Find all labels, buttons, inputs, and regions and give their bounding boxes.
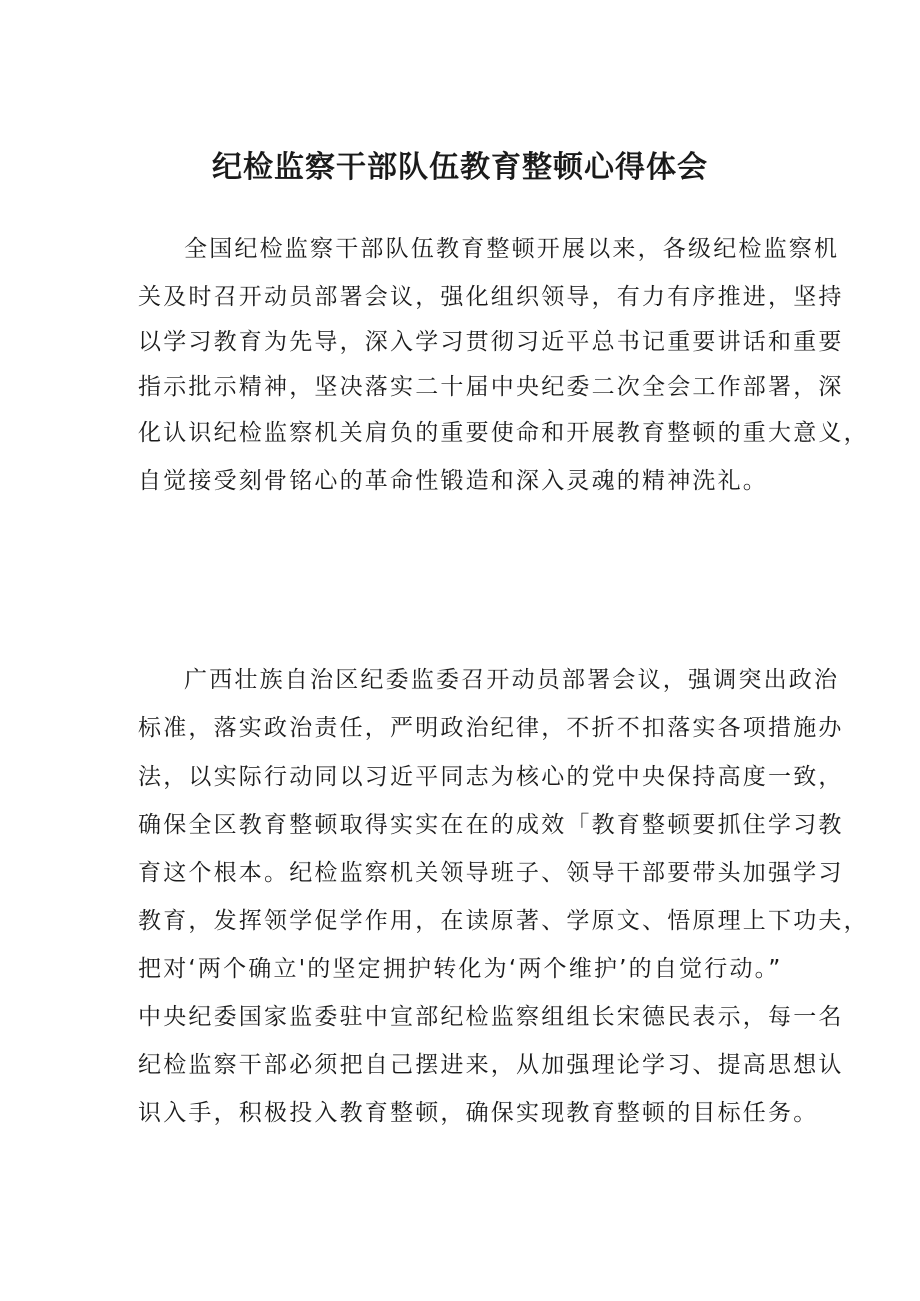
paragraph-2-line: 纪检监察干部必须把自己摆进来，从加强理论学习、提高思想认 xyxy=(138,1052,844,1078)
paragraph-1-line: 自觉接受刻骨铭心的革命性锻造和深入灵魂的精神洗礼。 xyxy=(138,468,768,494)
paragraph-2-line: 广西壮族自治区纪委监委召开动员部署会议，强调突出政治 xyxy=(184,667,840,693)
paragraph-1-line: 关及时召开动员部署会议，强化组织领导，有力有序推进，坚持 xyxy=(138,284,844,310)
paragraph-2-line: 标准，落实政治责任，严明政治纪律，不折不扣落实各项措施办 xyxy=(138,715,844,741)
paragraph-1-line: 全国纪检监察干部队伍教育整顿开展以来，各级纪检监察机 xyxy=(184,236,840,262)
paragraph-2-line: 教育，发挥领学促学作用，在读原著、学原文、悟原理上下功夫， xyxy=(138,908,869,934)
paragraph-1-line: 指示批示精神，坚决落实二十届中央纪委二次全会工作部署，深 xyxy=(138,374,844,400)
paragraph-2-line: 把对‘两个确立'的坚定拥护转化为‘两个维护’的自觉行动。” xyxy=(138,956,783,982)
paragraph-2-line: 育这个根本。纪检监察机关领导班子、领导干部要带头加强学习 xyxy=(138,860,844,886)
paragraph-1-line: 化认识纪检监察机关肩负的重要使命和开展教育整顿的重大意义， xyxy=(138,420,869,446)
paragraph-2-line: 法，以实际行动同以习近平同志为核心的党中央保持高度一致， xyxy=(138,764,844,790)
paragraph-2-line: 识入手，积极投入教育整顿，确保实现教育整顿的目标任务。 xyxy=(138,1100,819,1126)
paragraph-2-line: 确保全区教育整顿取得实实在在的成效「教育整顿要抓住学习教 xyxy=(138,812,844,838)
document-title: 纪检监察干部队伍教育整顿心得体会 xyxy=(212,150,708,185)
paragraph-2-line: 中央纪委国家监委驻中宣部纪检监察组组长宋德民表示，每一名 xyxy=(138,1004,844,1030)
paragraph-1-line: 以学习教育为先导，深入学习贯彻习近平总书记重要讲话和重要 xyxy=(138,329,844,355)
